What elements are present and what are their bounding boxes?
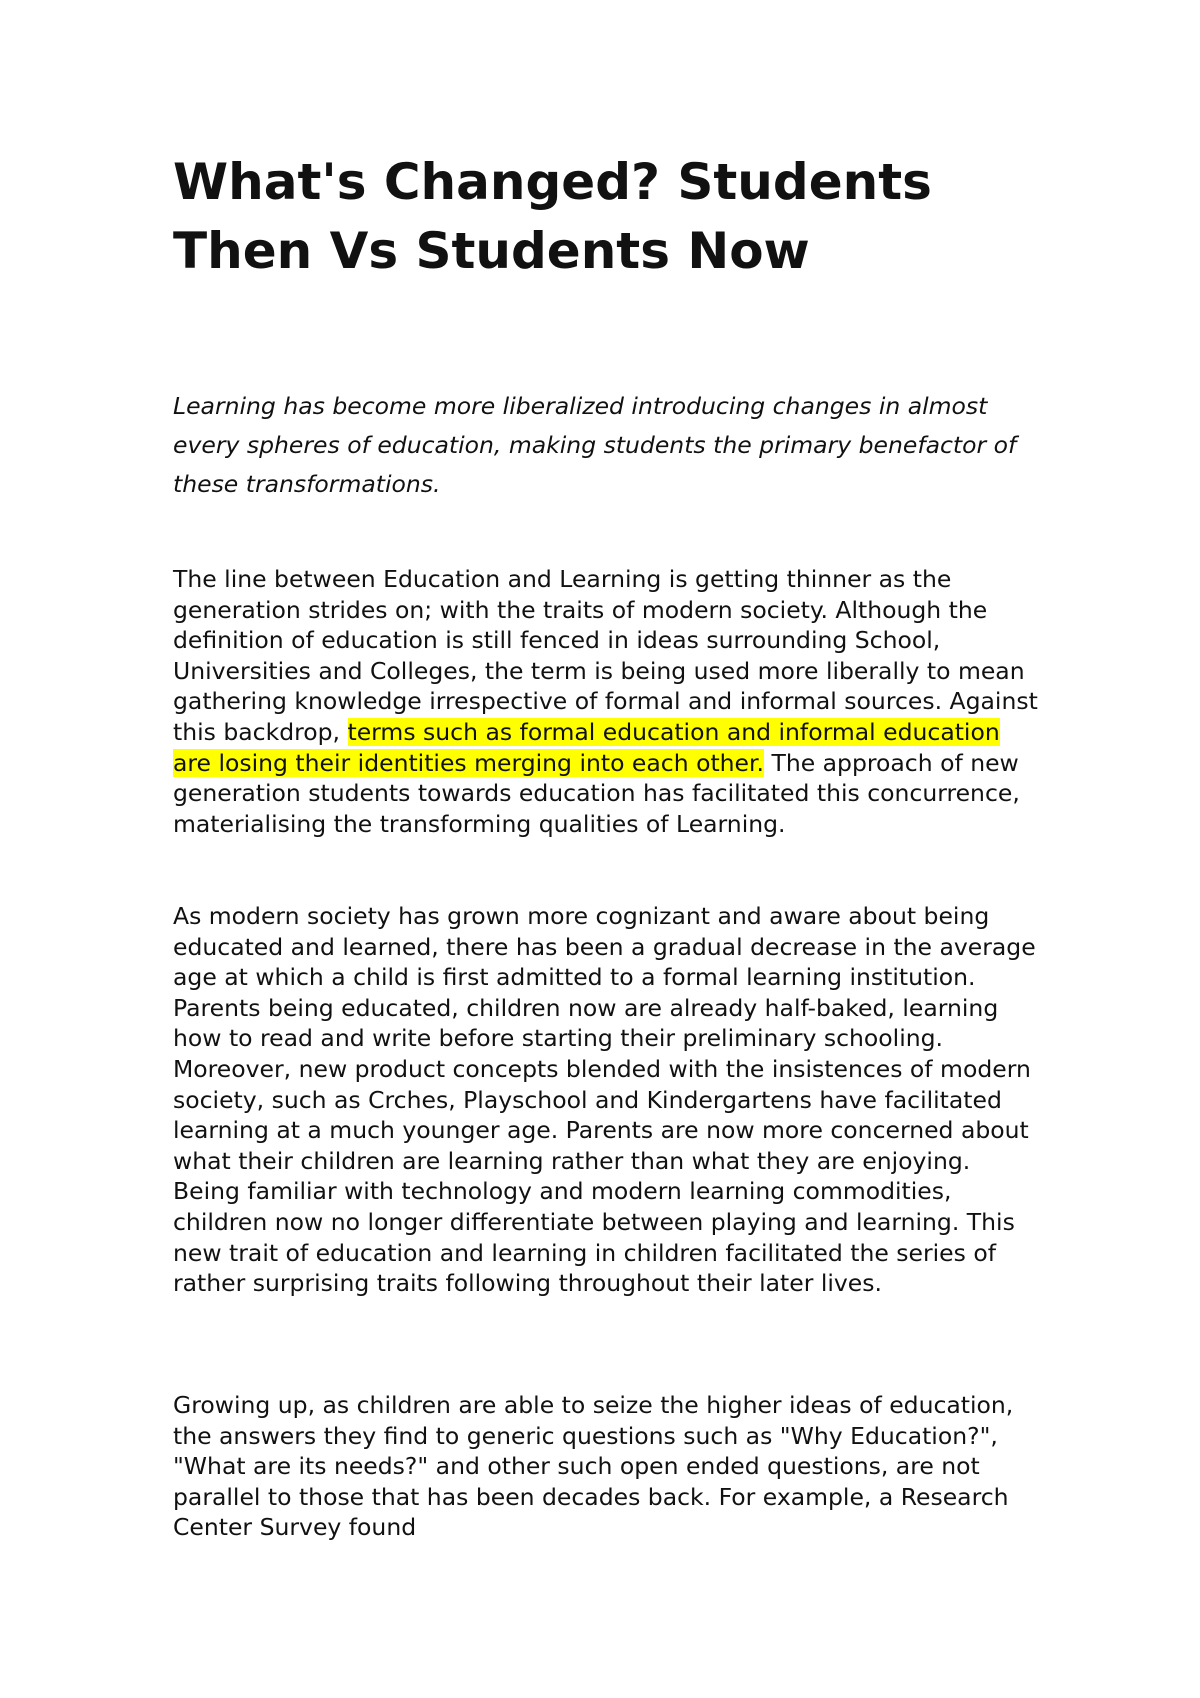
paragraph-1-before-highlight: The line between Education and Learning is getting thinner as the generation strides on; with the traits of modern society. Although the definition of education is still fenced in ideas surrounding School, Universities and Colleges, the term is being used more liberally to mean gathering knowledge irrespective of formal and informal sources. Against this backdrop,: [173, 565, 1038, 746]
paragraph-1: [173, 564, 1043, 839]
document-page: [173, 148, 1043, 1542]
paragraph-1-after-highlight: The approach of new generation students towards education has facilitated this concurrence, materialising the transforming qualities of Learning.: [173, 748, 1020, 838]
paragraph-2: As modern society has grown more cognizant and aware about being educated and learned, there has been a gradual decrease in the average age at which a child is first admitted to a formal learning institution. Parents being educated, children now are already half-baked, learning how to read and write before starting their preliminary schooling. Moreover, new product concepts blended with the insistences of modern society, such as Crches, Playschool and Kindergartens have facilitated learning at a much younger age. Parents are now more concerned about what their children are learning rather than what they are enjoying. Being familiar with technology and modern learning commodities, children now no longer differentiate between playing and learning. This new trait of education and learning in children facilitated the series of rather surprising traits following throughout their later lives.: [173, 902, 1036, 1298]
subtitle-italic: Learning has become more liberalized introducing changes in almost every spheres of education, making students the primary benefactor of these transformations.: [173, 392, 1017, 498]
page-title: What's Changed? Students Then Vs Students Now: [173, 153, 932, 280]
paragraph-3: Growing up, as children are able to seize the higher ideas of education, the answers they find to generic questions such as "Why Education?", "What are its needs?" and other such open ended questions, are not parallel to those that has been decades back. For example, a Research Center Survey found: [173, 1391, 1014, 1542]
highlighted-text: terms such as formal education and informal education are losing their identities merging into each other.: [173, 717, 1000, 777]
